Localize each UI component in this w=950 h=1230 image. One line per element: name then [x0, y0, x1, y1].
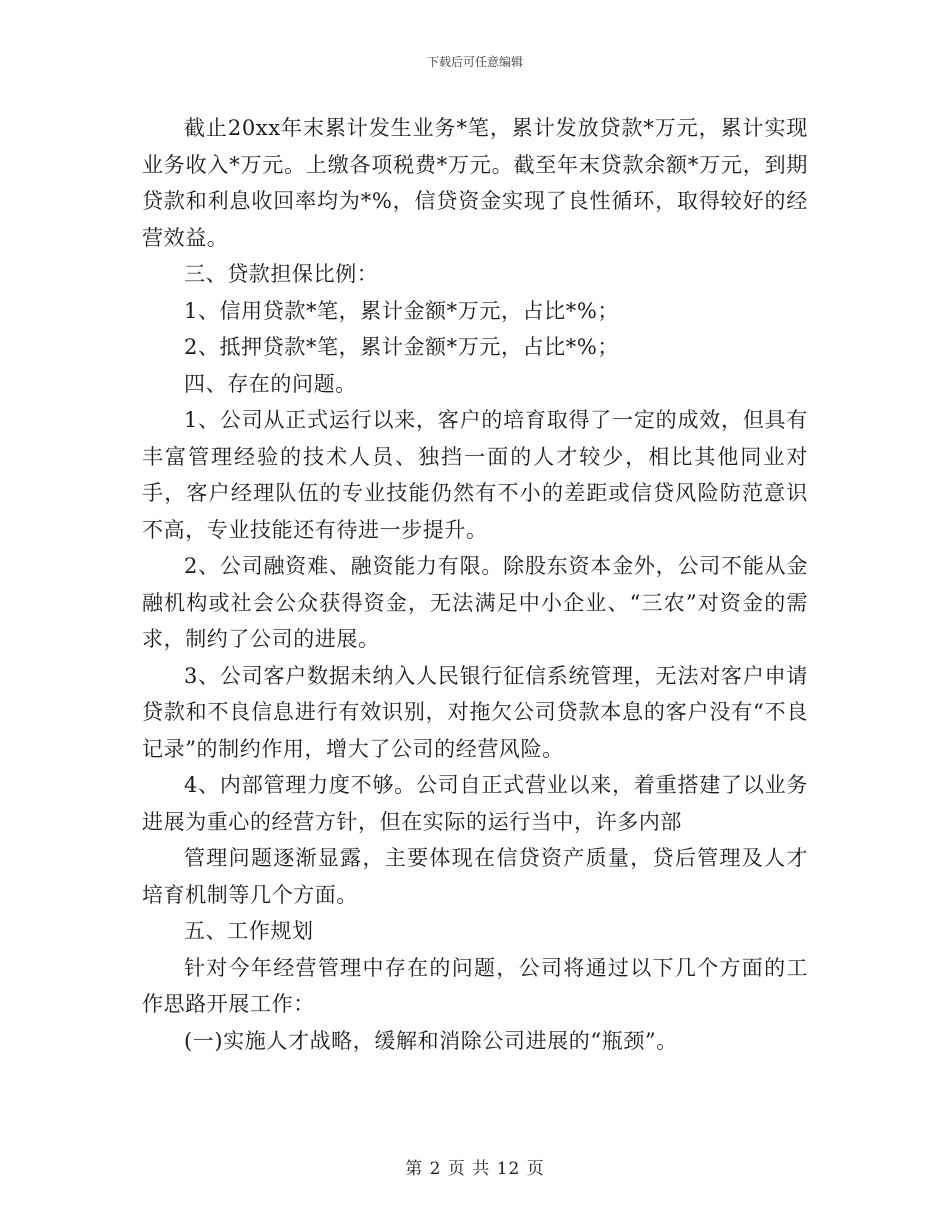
- heading-existing-problems: 四、存在的问题。: [184, 371, 357, 396]
- problem-item-4: 4、内部管理力度不够。公司自正式营业以来，着重搭建了以业务进展为重心的经营方针，但在实际的运行当中，许多内部: [142, 773, 808, 834]
- problem-item-2: 2、公司融资难、融资能力有限。除股东资本金外，公司不能从金融机构或社会公众获得资金，无法满足中小企业、“三农”对资金的需求，制约了公司的进展。: [142, 554, 808, 651]
- page-footer: 第 2 页 共 12 页: [405, 1159, 545, 1179]
- problem-item-1: 1、公司从正式运行以来，客户的培育取得了一定的成效，但具有丰富管理经验的技术人员、独挡一面的人才较少，相比其他同业对手，客户经理队伍的专业技能仍然有不小的差距或信贷风险防范意识不高，专业技能还有待进一步提升。: [142, 408, 808, 542]
- list-item-mortgage-loans: 2、抵押贷款*笔，累计金额*万元，占比*%；: [184, 335, 620, 359]
- problem-item-4-continued: 管理问题逐渐显露，主要体现在信贷资产质量，贷后管理及人才培育机制等几个方面。: [142, 846, 808, 907]
- list-item-credit-loans: 1、信用贷款*笔，累计金额*万元，占比*%；: [184, 298, 620, 323]
- page-header: 下载后可任意编辑: [426, 55, 523, 69]
- paragraph-summary: 截止20xx年末累计发生业务*笔，累计发放贷款*万元，累计实现业务收入*万元。上缴各项税费*万元。截至年末贷款余额*万元，到期贷款和利息收回率均为*%，信贷资金实现了良性循环，取得较好的经营效益。: [142, 116, 808, 250]
- paragraph-work-plan-intro: 针对今年经营管理中存在的问题，公司将通过以下几个方面的工作思路开展工作：: [142, 955, 808, 1016]
- document-body: [142, 110, 808, 1059]
- heading-loan-guarantee-ratio: 三、贷款担保比例：: [184, 262, 379, 286]
- heading-work-plan: 五、工作规划: [184, 919, 314, 943]
- problem-item-3: 3、公司客户数据未纳入人民银行征信系统管理，无法对客户申请贷款和不良信息进行有效识别，对拖欠公司贷款本息的客户没有“不良记录”的制约作用，增大了公司的经营风险。: [142, 663, 808, 761]
- plan-item-1: (一)实施人才战略，缓解和消除公司进展的“瓶颈”。: [184, 1028, 678, 1053]
